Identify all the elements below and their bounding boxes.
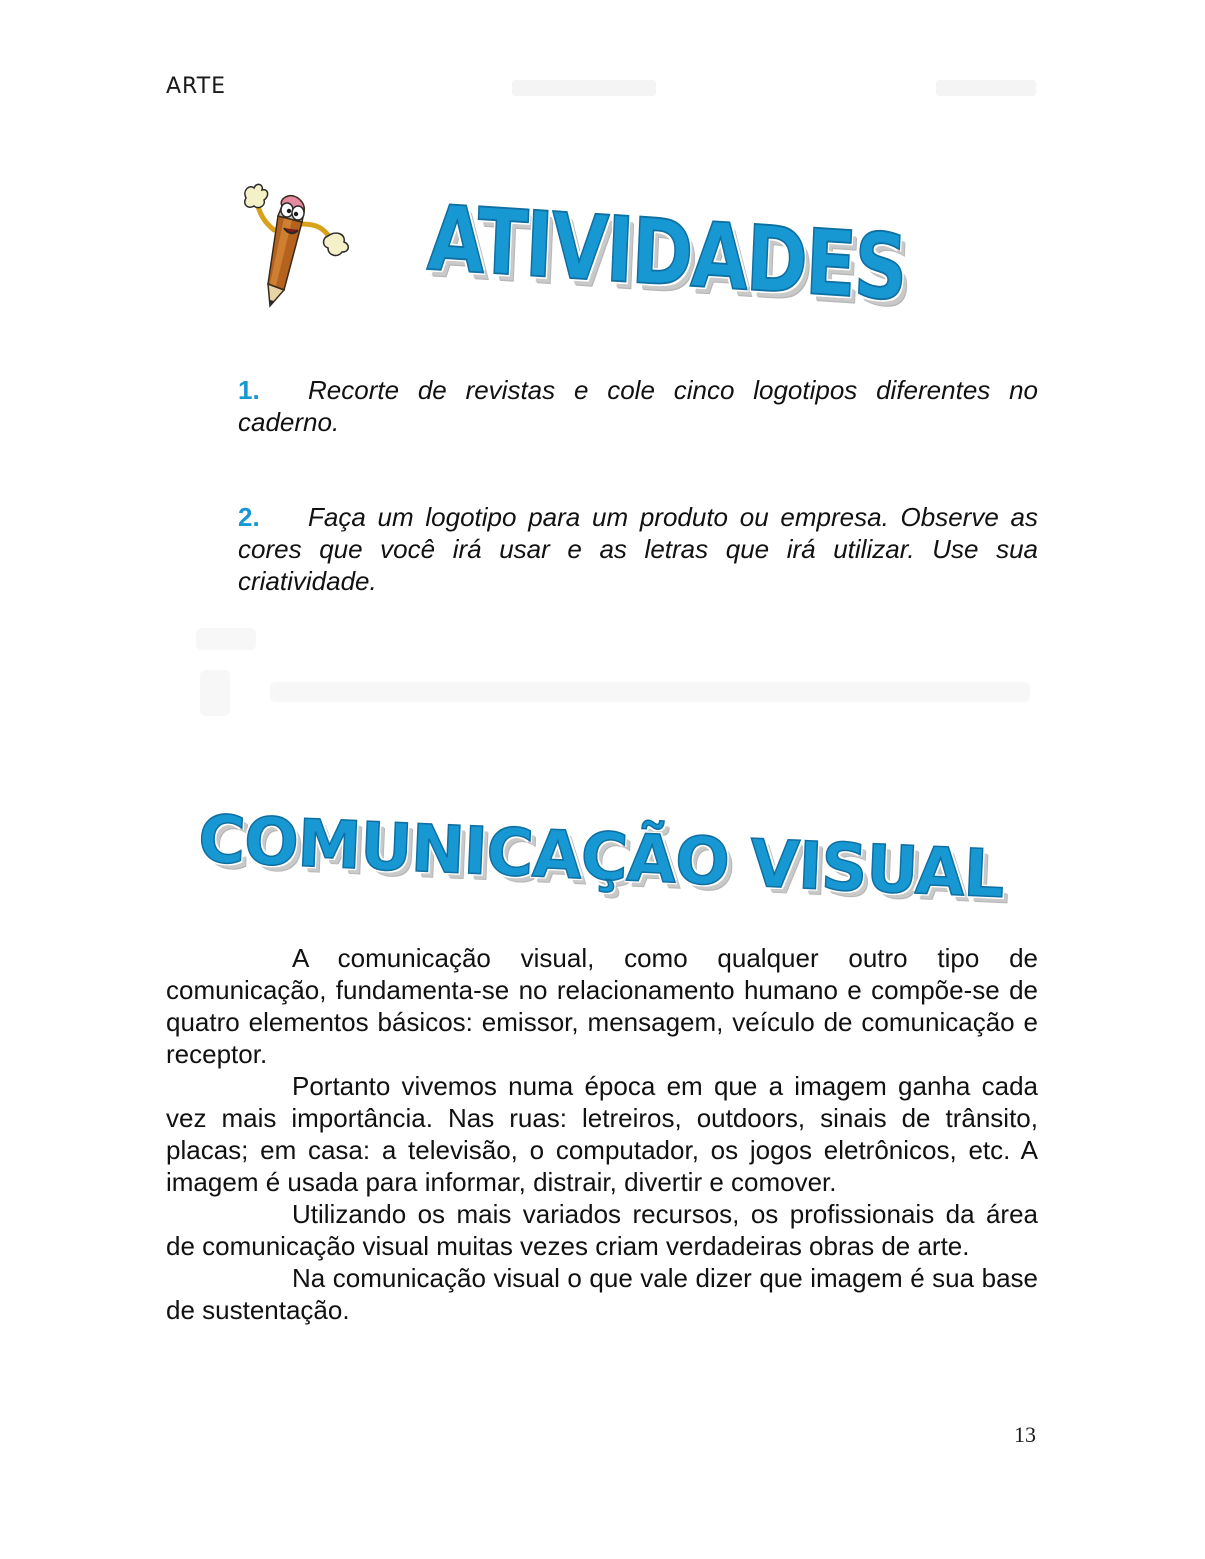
activity-text: Faça um logotipo para um produto ou empresa. Observe as cores que você irá usar e as letras que irá utilizar. Use sua criatividade.: [238, 502, 1038, 596]
faded-watermark-region: [190, 620, 1040, 720]
pencil-mascot-icon: [232, 180, 356, 310]
page-number: 13: [1014, 1422, 1036, 1447]
body-paragraph: A comunicação visual, como qualquer outro tipo de comunicação, fundamenta-se no relacionamento humano e compõe-se de quatro elementos básicos: emissor, mensagem, veículo de comunicação e receptor.: [166, 943, 1038, 1069]
activity-item: [238, 374, 1038, 438]
header-label: ARTE: [166, 74, 227, 99]
body-paragraph: Portanto vivemos numa época em que a imagem ganha cada vez mais importância. Nas ruas: letreiros, outdoors, sinais de trânsito, placas; em casa: a televisão, o computador, os jogos eletrônicos, etc. A imagem é usada para informar, distrair, divertir e comover.: [166, 1071, 1038, 1197]
atividades-title: ATIVIDADES: [425, 186, 908, 322]
body-paragraph: Na comunicação visual o que vale dizer que imagem é sua base de sustentação.: [166, 1263, 1038, 1325]
activity-number: 2.: [238, 502, 260, 532]
comunicacao-visual-title: COMUNICAÇÃO VISUAL: [196, 802, 1006, 914]
activity-text: Recorte de revistas e cole cinco logotipos diferentes no caderno.: [238, 375, 1038, 437]
activity-item: [238, 501, 1038, 597]
faded-header-mark: [936, 80, 1036, 96]
faded-header-mark: [512, 80, 656, 96]
body-paragraph: Utilizando os mais variados recursos, os profissionais da área de comunicação visual muitas vezes criam verdadeiras obras de arte.: [166, 1199, 1038, 1261]
body-text: [166, 942, 1038, 1326]
activity-number: 1.: [238, 375, 260, 405]
